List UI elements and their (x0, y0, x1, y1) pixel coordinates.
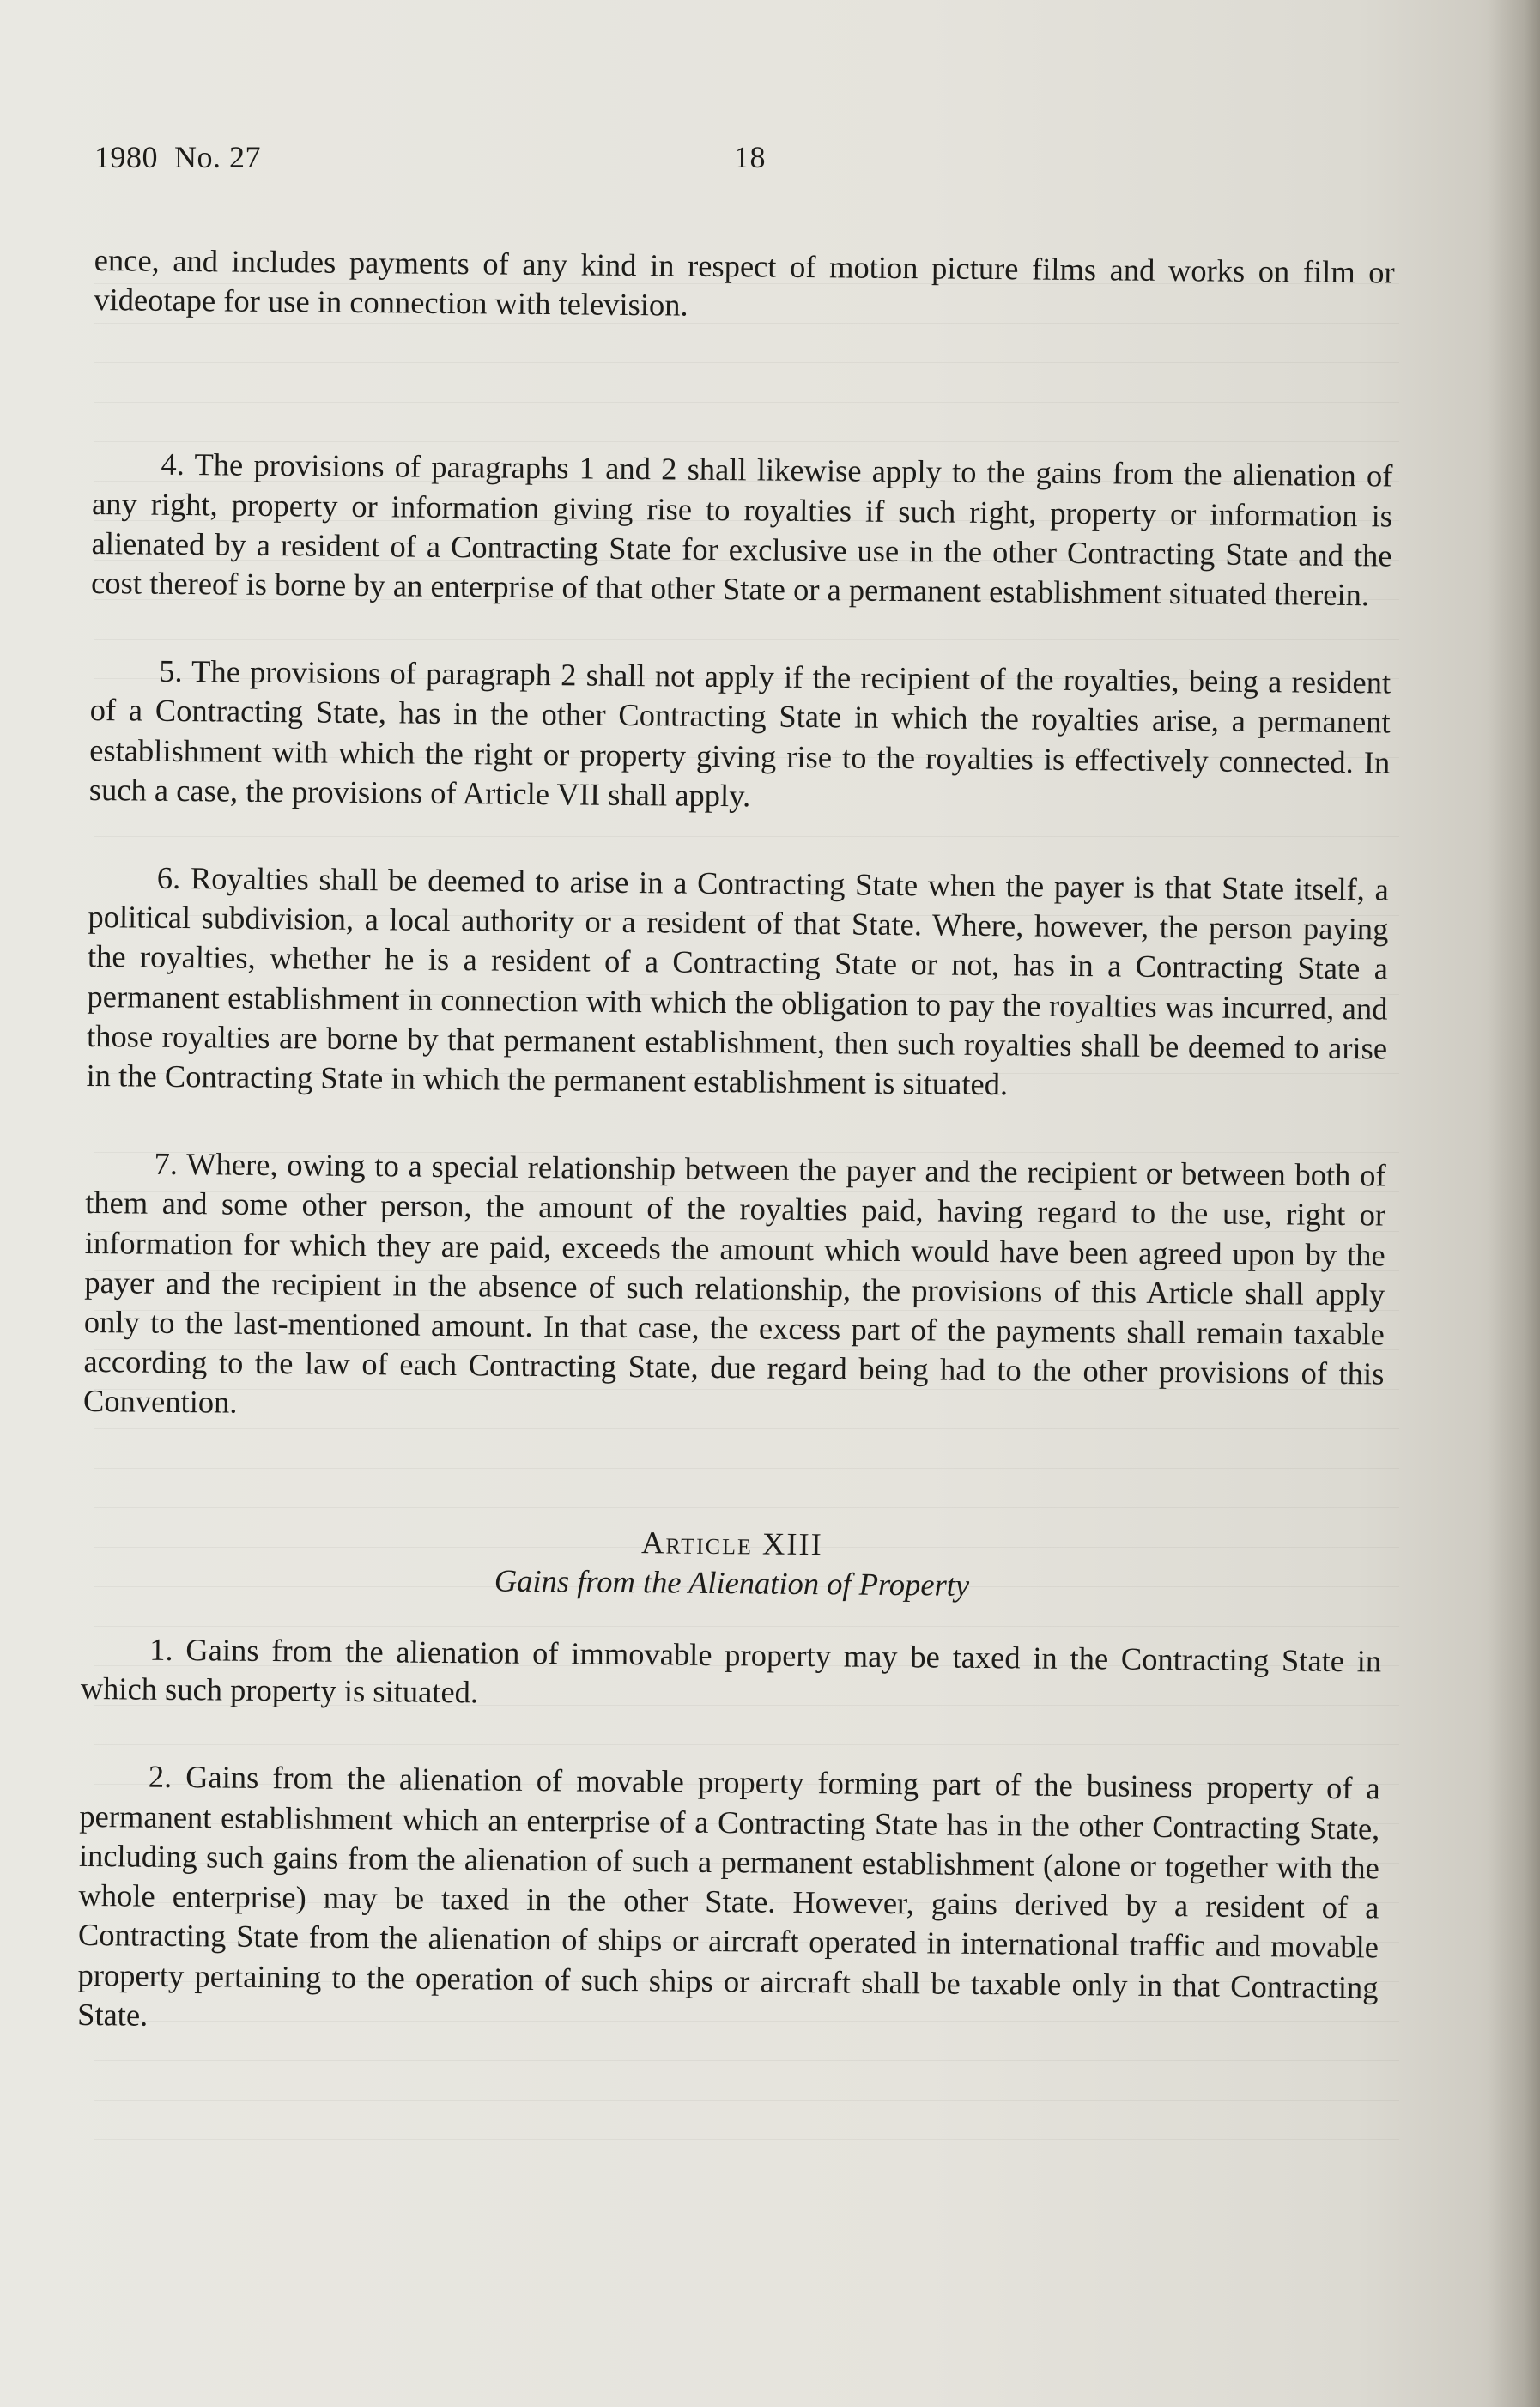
running-header (94, 139, 1468, 173)
page-edge-shadow (1488, 0, 1540, 2407)
article-paragraph-1: 1. Gains from the alienation of immovable property may be taxed in the Contracting State in which such property is situated. (80, 1631, 1382, 1710)
spacer (82, 1422, 1384, 1531)
article-heading: Article XIII (640, 1524, 824, 1561)
page-number: 18 (734, 140, 766, 174)
paragraph-4: 4. The provisions of paragraphs 1 and 2 shall likewise apply to the gains from the alienation of any right, property or information giving rise to royalties if such right, property or information is alienated by a resident of a Contracting State for exclusive use in the other Contracting State and the cost thereof is borne by an enterprise of that other State or a permanent establishment situated therein. (90, 446, 1393, 613)
act-year-number: 1980 No. 27 (94, 140, 261, 174)
article-paragraph-2: 2. Gains from the alienation of movable property forming part of the business property of a permanent establishment which an enterprise of a Contracting State has in the other Contracting State, including such gains from the alienation of such a permanent establishment (alone or together with the whole enterprise) may be taxed in the other State. However, gains derived by a resident of a Contracting State from the alienation of ships or aircraft operated in international traffic and movable property pertaining to the operation of such ships or aircraft shall be taxable only in that Contracting State. (76, 1759, 1380, 2033)
continuation-paragraph: ence, and includes payments of any kind in respect of motion picture films and works on film or videotape for use in connection with television. (94, 241, 1395, 323)
paragraph-6: 6. Royalties shall be deemed to arise in a Contracting State when the payer is that State itself, a political subdivision, a local authority or a resident of that State. Where, however, the person paying the royalties, whether he is a resident of a Contracting State or not, has in a Contracting State a permanent establishment in connection with which the obligation to pay the royalties was incurred, and those royalties are borne by that permanent establishment, then such royalties shall be deemed to arise in the Contracting State in which the permanent establishment is situated. (86, 859, 1390, 1102)
body-text (77, 240, 1395, 2046)
paragraph-5: 5. The provisions of paragraph 2 shall not apply if the recipient of the royalties, being a resident of a Contracting State, has in the other Contracting State in which the royalties arise, a permanent establishment with which the right or property giving rise to the royalties is effectively connected. In such a case, the provisions of Article VII shall apply. (88, 652, 1391, 814)
paragraph-7: 7. Where, owing to a special relationship between the payer and the recipient or between both of them and some other person, the amount of the royalties paid, having regard to the use, right or information for which they are paid, exceeds the amount which would have been agreed upon by the payer and the recipient in the absence of such relationship, the provisions of this Article shall apply only to the last-mentioned amount. In that case, the excess part of the payments shall remain taxable according to the law of each Contracting State, due regard being had to the other provisions of this Convention. (82, 1145, 1386, 1421)
spacer (93, 319, 1394, 457)
article-subheading: Gains from the Alienation of Property (494, 1562, 970, 1603)
